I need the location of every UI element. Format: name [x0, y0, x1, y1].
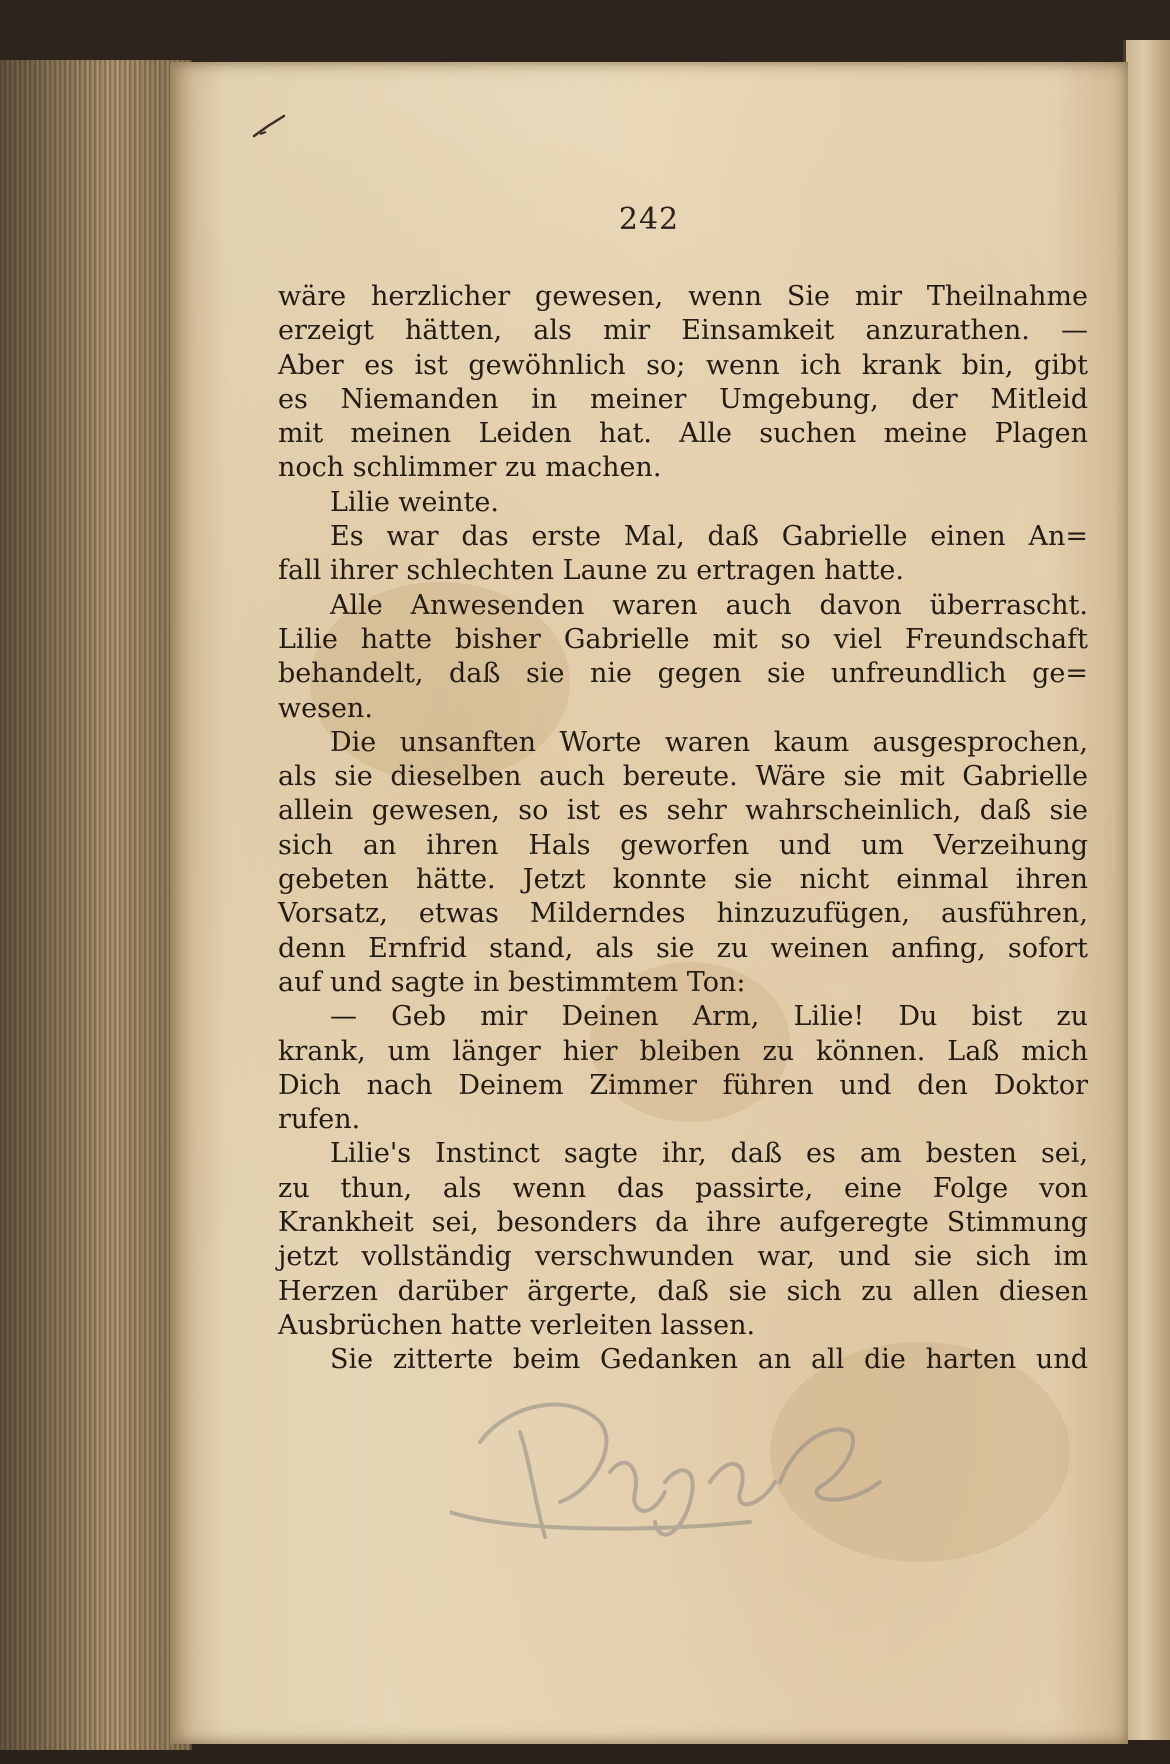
text-line: auf und sagte in bestimmtem Ton: — [278, 966, 746, 998]
text-line: gebeten hätte. Jetzt konnte sie nicht einmal ihren — [278, 864, 1088, 896]
text-line: Lilie's Instinct sagte ihr, daß es am besten sei, — [330, 1138, 1088, 1170]
text-line: Lilie weinte. — [330, 486, 499, 518]
text-line: allein gewesen, so ist es sehr wahrscheinlich, daß sie — [278, 795, 1088, 827]
text-line: Lilie hatte bisher Gabrielle mit so viel Freundschaft — [278, 623, 1088, 655]
text-line: Alle Anwesenden waren auch davon überrascht. — [330, 589, 1088, 621]
book-cover-edge — [1123, 40, 1170, 1740]
text-line: sich an ihren Hals geworfen und um Verzeihung — [278, 829, 1088, 861]
text-line: wäre herzlicher gewesen, wenn Sie mir Theilnahme — [278, 281, 1088, 312]
text-line: — Geb mir Deinen Arm, Lilie! Du bist zu — [330, 1001, 1088, 1033]
pencil-signature — [450, 1372, 930, 1562]
text-line: zu thun, als wenn das passirte, eine Folge von — [278, 1172, 1088, 1204]
text-line: Die unsanften Worte waren kaum ausgesprochen, — [330, 726, 1088, 758]
text-line: Vorsatz, etwas Milderndes hinzuzufügen, ausführen, — [278, 898, 1088, 930]
text-line: Krankheit sei, besonders da ihre aufgeregte Stimmung — [278, 1207, 1088, 1239]
text-line: Sie zitterte beim Gedanken an all die harten und — [330, 1344, 1088, 1376]
text-line: jetzt vollständig verschwunden war, und sie sich im — [278, 1241, 1088, 1273]
text-line: denn Ernfrid stand, als sie zu weinen anfing, sofort — [278, 932, 1088, 964]
book-page — [170, 62, 1128, 1744]
pencil-tick-mark — [250, 112, 290, 142]
text-line: krank, um länger hier bleiben zu können. Laß mich — [278, 1035, 1088, 1067]
text-line: es Niemanden in meiner Umgebung, der Mitleid — [278, 383, 1088, 415]
text-line: noch schlimmer zu machen. — [278, 452, 662, 484]
page-edges — [0, 60, 192, 1750]
text-line: rufen. — [278, 1104, 361, 1136]
text-line: mit meinen Leiden hat. Alle suchen meine Plagen — [278, 418, 1088, 450]
text-line: als sie dieselben auch bereute. Wäre sie mit Gabrielle — [278, 761, 1088, 793]
text-line: Ausbrüchen hatte verleiten lassen. — [278, 1309, 756, 1341]
body-text — [278, 280, 1088, 1378]
text-line: erzeigt hätten, als mir Einsamkeit anzurathen. — — [278, 315, 1088, 347]
text-line: behandelt, daß sie nie gegen sie unfreundlich ge= — [278, 658, 1088, 690]
text-line: Herzen darüber ärgerte, daß sie sich zu allen diesen — [278, 1275, 1088, 1307]
text-line: wesen. — [278, 692, 373, 724]
text-line: Aber es ist gewöhnlich so; wenn ich krank bin, gibt — [278, 349, 1088, 381]
page-number: 242 — [618, 202, 680, 237]
text-line: Es war das erste Mal, daß Gabrielle einen An= — [330, 521, 1088, 553]
text-line: fall ihrer schlechten Laune zu ertragen hatte. — [278, 555, 904, 587]
text-line: Dich nach Deinem Zimmer führen und den Doktor — [278, 1069, 1088, 1101]
